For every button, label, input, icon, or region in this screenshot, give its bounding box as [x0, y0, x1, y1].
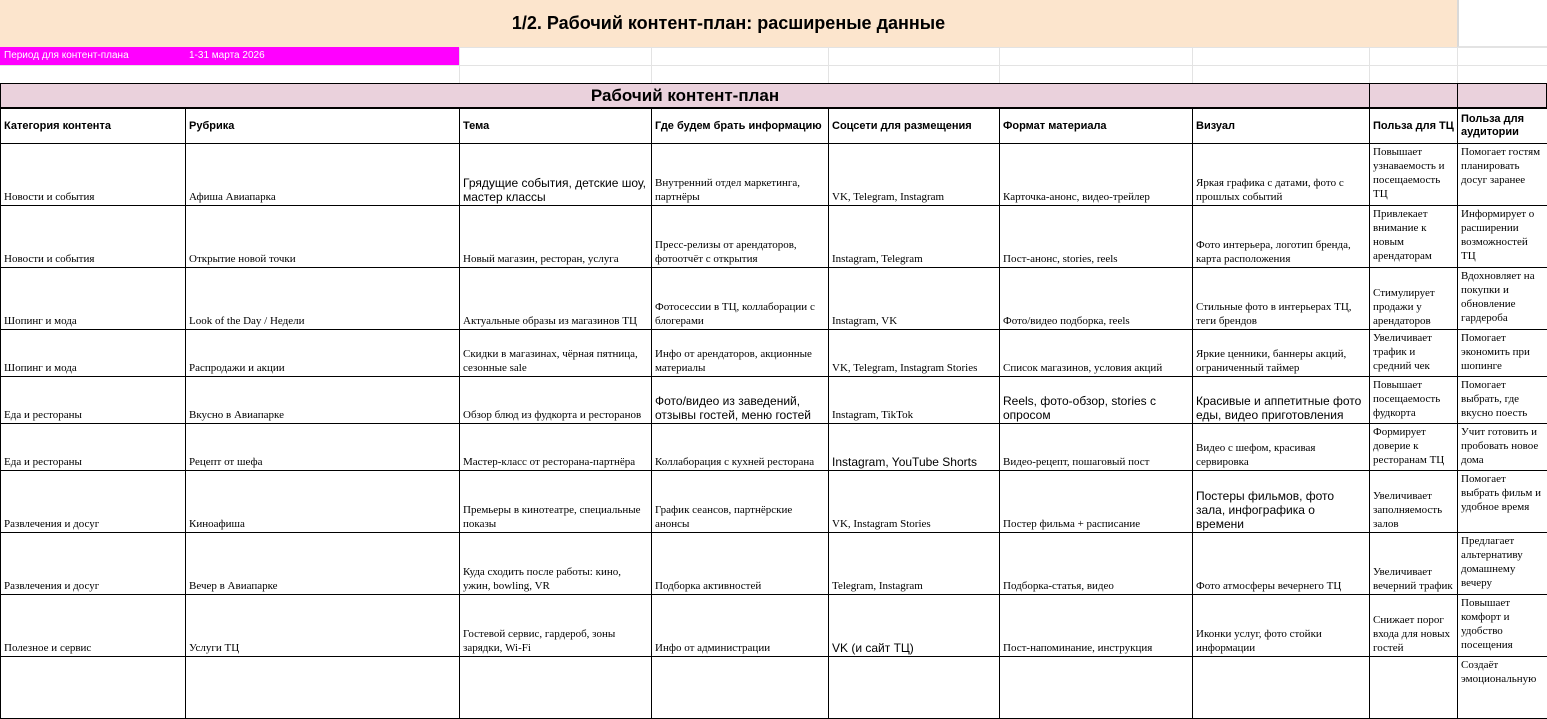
cell-topic[interactable]: Гостевой сервис, гардероб, зоны зарядки, Wi-Fi — [460, 595, 652, 657]
cell-socials[interactable]: Telegram, Instagram — [829, 533, 1000, 595]
section-cell[interactable] — [1369, 83, 1458, 108]
cell-socials[interactable]: VK (и сайт ТЦ) — [829, 595, 1000, 657]
cell-benefit-audience[interactable]: Информирует о расширении возможностей ТЦ — [1458, 206, 1547, 268]
cell-category[interactable]: Развлечения и досуг — [1, 533, 186, 595]
cell-visual[interactable]: Яркая графика с датами, фото с прошлых событий — [1193, 144, 1370, 206]
gridline — [0, 65, 1547, 66]
cell-format[interactable] — [1000, 657, 1193, 719]
cell-rubric[interactable]: Рецепт от шефа — [186, 424, 460, 471]
period-label[interactable]: Период для контент-плана — [0, 47, 185, 65]
cell-source[interactable]: Внутренний отдел маркетинга, партнёры — [652, 144, 829, 206]
cell-topic[interactable]: Куда сходить после работы: кино, ужин, bowling, VR — [460, 533, 652, 595]
cell-topic[interactable]: Скидки в магазинах, чёрная пятница, сезонные sale — [460, 330, 652, 377]
cell-benefit-mall[interactable]: Стимулирует продажи у арендаторов — [1370, 268, 1458, 330]
cell-topic[interactable]: Актуальные образы из магазинов ТЦ — [460, 268, 652, 330]
header-source[interactable]: Где будем брать информацию — [652, 109, 829, 144]
cell-visual[interactable]: Фото атмосферы вечернего ТЦ — [1193, 533, 1370, 595]
cell-source[interactable]: Фотосессии в ТЦ, коллаборации с блогерами — [652, 268, 829, 330]
cell-format[interactable]: Постер фильма + расписание — [1000, 471, 1193, 533]
cell-format[interactable]: Видео-рецепт, пошаговый пост — [1000, 424, 1193, 471]
cell-category[interactable]: Еда и рестораны — [1, 424, 186, 471]
cell-format[interactable]: Reels, фото-обзор, stories с опросом — [1000, 377, 1193, 424]
cell-format[interactable]: Карточка-анонс, видео-трейлер — [1000, 144, 1193, 206]
gridline — [828, 47, 829, 83]
cell-visual[interactable] — [1193, 657, 1370, 719]
cell-format[interactable]: Список магазинов, условия акций — [1000, 330, 1193, 377]
cell-visual[interactable]: Видео с шефом, красивая сервировка — [1193, 424, 1370, 471]
cell-topic[interactable] — [460, 657, 652, 719]
cell-benefit-audience[interactable]: Повышает комфорт и удобство посещения — [1458, 595, 1547, 657]
gridline — [999, 47, 1000, 83]
cell-benefit-mall[interactable]: Повышает посещаемость фудкорта — [1370, 377, 1458, 424]
header-visual[interactable]: Визуал — [1193, 109, 1370, 144]
cell-visual[interactable]: Фото интерьера, логотип бренда, карта расположения — [1193, 206, 1370, 268]
gridline — [459, 47, 1547, 48]
table-row — [1, 377, 1547, 424]
content-plan-table — [0, 108, 1547, 719]
gridline — [1192, 47, 1193, 83]
table-row — [1, 595, 1547, 657]
cell-benefit-mall[interactable]: Увеличивает трафик и средний чек — [1370, 330, 1458, 377]
cell-benefit-audience[interactable]: Создаёт эмоциональную — [1458, 657, 1547, 719]
cell-benefit-audience[interactable]: Помогает выбрать, где вкусно поесть — [1458, 377, 1547, 424]
cell-visual[interactable]: Красивые и аппетитные фото еды, видео приготовления — [1193, 377, 1370, 424]
header-benefit-audience[interactable]: Польза для аудитории — [1458, 109, 1547, 144]
cell-category[interactable]: Еда и рестораны — [1, 377, 186, 424]
cell-rubric[interactable]: Открытие новой точки — [186, 206, 460, 268]
header-format[interactable]: Формат материала — [1000, 109, 1193, 144]
table-row — [1, 471, 1547, 533]
empty-cell[interactable] — [1458, 0, 1547, 47]
cell-topic[interactable]: Новый магазин, ресторан, услуга — [460, 206, 652, 268]
cell-benefit-mall[interactable] — [1370, 657, 1458, 719]
cell-visual[interactable]: Стильные фото в интерьерах ТЦ, теги брендов — [1193, 268, 1370, 330]
table-row — [1, 206, 1547, 268]
cell-rubric[interactable]: Киноафиша — [186, 471, 460, 533]
cell-source[interactable]: Инфо от администрации — [652, 595, 829, 657]
gridline — [651, 47, 652, 83]
cell-topic[interactable]: Обзор блюд из фудкорта и ресторанов — [460, 377, 652, 424]
cell-topic[interactable]: Премьеры в кинотеатре, специальные показы — [460, 471, 652, 533]
table-row — [1, 424, 1547, 471]
cell-rubric[interactable]: Распродажи и акции — [186, 330, 460, 377]
table-row — [1, 268, 1547, 330]
cell-format[interactable]: Пост-напоминание, инструкция — [1000, 595, 1193, 657]
header-row — [1, 109, 1547, 144]
cell-benefit-audience[interactable]: Учит готовить и пробовать новое дома — [1458, 424, 1547, 471]
cell-rubric[interactable]: Look of the Day / Недели — [186, 268, 460, 330]
gridline — [459, 47, 460, 83]
cell-category[interactable]: Шопинг и мода — [1, 330, 186, 377]
cell-benefit-audience[interactable]: Вдохновляет на покупки и обновление гардероба — [1458, 268, 1547, 330]
cell-topic[interactable]: Мастер-класс от ресторана-партнёра — [460, 424, 652, 471]
section-cell[interactable] — [1457, 83, 1547, 108]
cell-socials[interactable] — [829, 657, 1000, 719]
cell-benefit-audience[interactable]: Помогает выбрать фильм и удобное время — [1458, 471, 1547, 533]
header-topic[interactable]: Тема — [460, 109, 652, 144]
cell-format[interactable]: Пост-анонс, stories, reels — [1000, 206, 1193, 268]
cell-socials[interactable]: Instagram, VK — [829, 268, 1000, 330]
cell-format[interactable]: Подборка-статья, видео — [1000, 533, 1193, 595]
cell-category[interactable]: Шопинг и мода — [1, 268, 186, 330]
cell-category[interactable]: Развлечения и досуг — [1, 471, 186, 533]
cell-source[interactable]: Пресс-релизы от арендаторов, фотоотчёт с открытия — [652, 206, 829, 268]
cell-benefit-mall[interactable]: Привлекает внимание к новым арендаторам — [1370, 206, 1458, 268]
cell-benefit-mall[interactable]: Увеличивает заполняемость залов — [1370, 471, 1458, 533]
cell-socials[interactable]: Instagram, Telegram — [829, 206, 1000, 268]
cell-visual[interactable]: Иконки услуг, фото стойки информации — [1193, 595, 1370, 657]
header-category[interactable]: Категория контента — [1, 109, 186, 144]
cell-source[interactable]: Инфо от арендаторов, акционные материалы — [652, 330, 829, 377]
cell-category[interactable]: Новости и события — [1, 206, 186, 268]
sheet-title[interactable]: 1/2. Рабочий контент-план: расширеные данные — [0, 0, 1458, 47]
section-title[interactable]: Рабочий контент-план — [0, 83, 1370, 108]
cell-socials[interactable]: VK, Telegram, Instagram Stories — [829, 330, 1000, 377]
cell-rubric[interactable]: Вкусно в Авиапарке — [186, 377, 460, 424]
cell-source[interactable]: Коллаборация с кухней ресторана — [652, 424, 829, 471]
header-rubric[interactable]: Рубрика — [186, 109, 460, 144]
header-benefit-mall[interactable]: Польза для ТЦ — [1370, 109, 1458, 144]
cell-source[interactable]: Подборка активностей — [652, 533, 829, 595]
cell-visual[interactable]: Яркие ценники, баннеры акций, ограниченный таймер — [1193, 330, 1370, 377]
gridline — [1369, 47, 1370, 83]
cell-category[interactable]: Полезное и сервис — [1, 595, 186, 657]
cell-benefit-mall[interactable]: Снижает порог входа для новых гостей — [1370, 595, 1458, 657]
cell-source[interactable]: Фото/видео из заведений, отзывы гостей, меню гостей — [652, 377, 829, 424]
cell-category[interactable] — [1, 657, 186, 719]
cell-benefit-mall[interactable]: Формирует доверие к ресторанам ТЦ — [1370, 424, 1458, 471]
cell-benefit-mall[interactable]: Повышает узнаваемость и посещаемость ТЦ — [1370, 144, 1458, 206]
table-row — [1, 144, 1547, 206]
cell-benefit-mall[interactable]: Увеличивает вечерний трафик — [1370, 533, 1458, 595]
table-row — [1, 533, 1547, 595]
cell-benefit-audience[interactable]: Помогает экономить при шопинге — [1458, 330, 1547, 377]
cell-rubric[interactable]: Услуги ТЦ — [186, 595, 460, 657]
cell-benefit-audience[interactable]: Предлагает альтернативу домашнему вечеру — [1458, 533, 1547, 595]
cell-category[interactable]: Новости и события — [1, 144, 186, 206]
cell-rubric[interactable]: Вечер в Авиапарке — [186, 533, 460, 595]
cell-socials[interactable]: VK, Telegram, Instagram — [829, 144, 1000, 206]
period-value[interactable]: 1-31 марта 2026 — [185, 47, 459, 65]
table-row — [1, 657, 1547, 719]
header-socials[interactable]: Соцсети для размещения — [829, 109, 1000, 144]
cell-format[interactable]: Фото/видео подборка, reels — [1000, 268, 1193, 330]
cell-socials[interactable]: Instagram, YouTube Shorts — [829, 424, 1000, 471]
table-row — [1, 330, 1547, 377]
cell-benefit-audience[interactable]: Помогает гостям планировать досуг заранее — [1458, 144, 1547, 206]
cell-source[interactable]: График сеансов, партнёрские анонсы — [652, 471, 829, 533]
cell-source[interactable] — [652, 657, 829, 719]
cell-rubric[interactable] — [186, 657, 460, 719]
gridline — [1457, 47, 1458, 83]
cell-visual[interactable]: Постеры фильмов, фото зала, инфографика о времени — [1193, 471, 1370, 533]
cell-rubric[interactable]: Афиша Авиапарка — [186, 144, 460, 206]
cell-socials[interactable]: Instagram, TikTok — [829, 377, 1000, 424]
cell-socials[interactable]: VK, Instagram Stories — [829, 471, 1000, 533]
cell-topic[interactable]: Грядущие события, детские шоу, мастер классы — [460, 144, 652, 206]
